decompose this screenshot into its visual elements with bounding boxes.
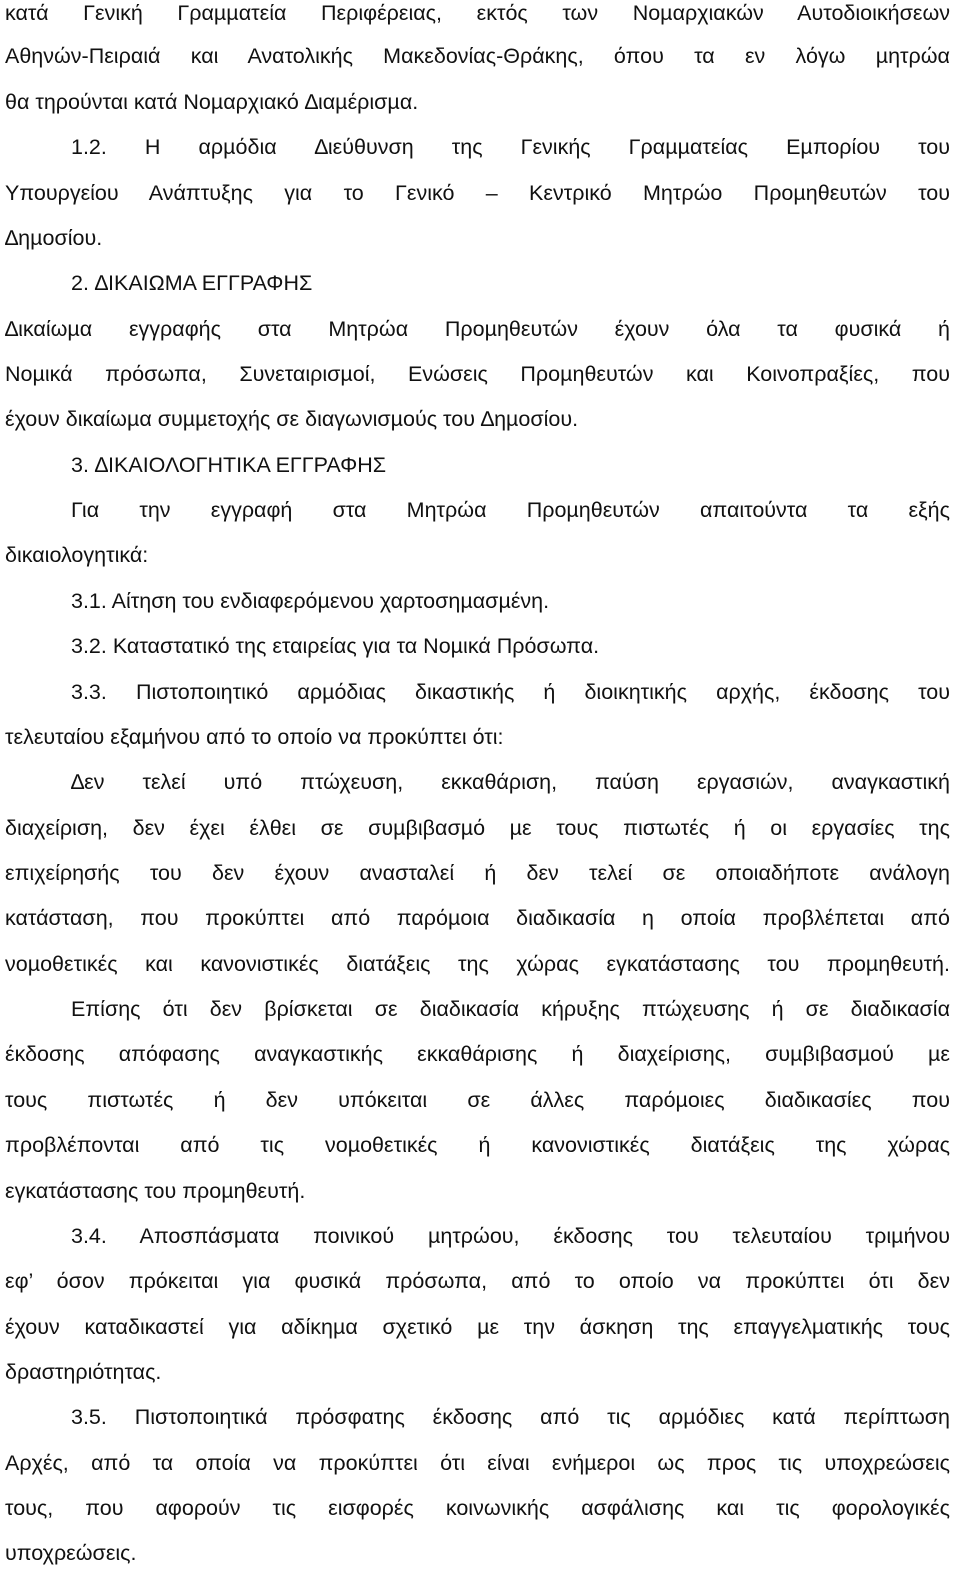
text-line: επιχείρησής του δεν έχουν ανασταλεί ή δεν τελεί σε οποιαδήποτε ανάλογη	[5, 861, 950, 885]
text-line: δικαιολογητικά:	[5, 543, 149, 567]
text-line: Επίσης ότι δεν βρίσκεται σε διαδικασία κήρυξης πτώχευσης ή σε διαδικασία	[71, 997, 950, 1021]
text-line: τους πιστωτές ή δεν υπόκειται σε άλλες παρόµοιες διαδικασίες που	[5, 1088, 950, 1112]
text-line: νοµοθετικές και κανονιστικές διατάξεις της χώρας εγκατάστασης του προµηθευτή.	[5, 952, 950, 976]
list-item: 3.1. Αίτηση του ενδιαφερόµενου χαρτοσηµασµένη.	[71, 589, 550, 613]
text-line: εφ’ όσον πρόκειται για φυσικά πρόσωπα, από το οποίο να προκύπτει ότι δεν	[5, 1269, 950, 1293]
list-item: 3.5. Πιστοποιητικά πρόσφατης έκδοσης από τις αρµόδιες κατά περίπτωση	[71, 1405, 950, 1429]
section-heading: 1.2. Η αρµόδια ∆ιεύθυνση της Γενικής Γραµµατείας Εµπορίου του	[71, 135, 950, 159]
text-line: κατάσταση, που προκύπτει από παρόµοια διαδικασία η οποία προβλέπεται από	[5, 906, 950, 930]
list-item: 3.4. Αποσπάσµατα ποινικού µητρώου, έκδοσης του τελευταίου τριµήνου	[71, 1224, 950, 1248]
text-line: Για την εγγραφή στα Μητρώα Προµηθευτών απαιτούντα τα εξής	[71, 498, 950, 522]
text-line: έχουν καταδικαστεί για αδίκηµα σχετικό µε την άσκηση της επαγγελµατικής τους	[5, 1315, 950, 1339]
text-line: Νοµικά πρόσωπα, Συνεταιρισµοί, Ενώσεις Προµηθευτών και Κοινοπραξίες, που	[5, 362, 950, 386]
text-line: ∆ικαίωµα εγγραφής στα Μητρώα Προµηθευτών έχουν όλα τα φυσικά ή	[5, 317, 950, 341]
text-line: ∆ηµοσίου.	[5, 226, 103, 250]
text-line: Αθηνών-Πειραιά και Ανατολικής Μακεδονίας-Θράκης, όπου τα εν λόγω µητρώα	[5, 44, 950, 68]
text-line: προβλέπονται από τις νοµοθετικές ή κανονιστικές διατάξεις της χώρας	[5, 1133, 950, 1157]
text-line: υποχρεώσεις.	[5, 1541, 137, 1565]
list-item: 3.3. Πιστοποιητικό αρµόδιας δικαστικής ή διοικητικής αρχής, έκδοσης του	[71, 680, 950, 704]
text-line: έκδοσης απόφασης αναγκαστικής εκκαθάρισης ή διαχείρισης, συµβιβασµού µε	[5, 1042, 950, 1066]
text-line: Αρχές, από τα οποία να προκύπτει ότι είναι ενήµεροι ως προς τις υποχρεώσεις	[5, 1451, 950, 1475]
text-line: Υπουργείου Ανάπτυξης για το Γενικό – Κεντρικό Μητρώο Προµηθευτών του	[5, 181, 950, 205]
section-heading: 3. ∆ΙΚΑΙΟΛΟΓΗΤΙΚΑ ΕΓΓΡΑΦΗΣ	[71, 453, 387, 477]
text-line: ∆εν τελεί υπό πτώχευση, εκκαθάριση, παύση εργασιών, αναγκαστική	[71, 770, 950, 794]
text-line: διαχείριση, δεν έχει έλθει σε συµβιβασµό µε τους πιστωτές ή οι εργασίες της	[5, 816, 950, 840]
list-item: 3.2. Καταστατικό της εταιρείας για τα Νοµικά Πρόσωπα.	[71, 634, 600, 658]
text-line: τους, που αφορούν τις εισφορές κοινωνικής ασφάλισης και τις φορολογικές	[5, 1496, 950, 1520]
text-line: έχουν δικαίωµα συµµετοχής σε διαγωνισµούς του ∆ηµοσίου.	[5, 407, 579, 431]
section-heading: 2. ∆ΙΚΑΙΩΜΑ ΕΓΓΡΑΦΗΣ	[71, 271, 313, 295]
text-line: θα τηρούνται κατά Νοµαρχιακό ∆ιαµέρισµα.	[5, 90, 419, 114]
text-line: δραστηριότητας.	[5, 1360, 162, 1384]
text-line: κατά Γενική Γραµµατεία Περιφέρειας, εκτός των Νοµαρχιακών Αυτοδιοικήσεων	[5, 1, 950, 25]
text-line: εγκατάστασης του προµηθευτή.	[5, 1179, 306, 1203]
text-line: τελευταίου εξαµήνου από το οποίο να προκύπτει ότι:	[5, 725, 504, 749]
